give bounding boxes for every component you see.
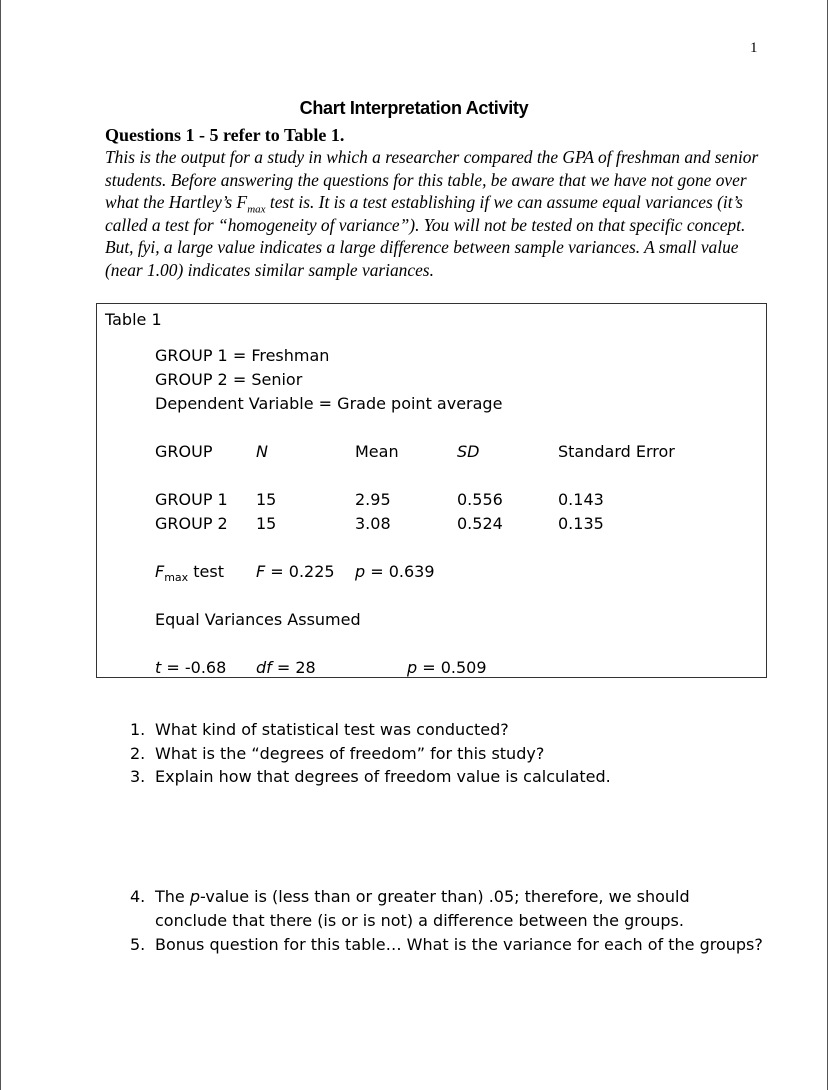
row1-group: GROUP 1 [155,490,228,509]
fmax-p-value [355,562,435,581]
group1-definition: GROUP 1 = Freshman [155,346,330,365]
row2-group: GROUP 2 [155,514,228,533]
questions-heading: Questions 1 - 5 refer to Table 1. [105,125,345,145]
question-2-number: 2. [130,744,146,763]
header-sd: SD [457,442,480,461]
df-value [256,658,316,677]
question-3-text: Explain how that degrees of freedom value is calculated. [155,767,611,786]
row1-mean: 2.95 [355,490,391,509]
fmax-p-val: = 0.639 [365,562,435,581]
ttest-p-val: = 0.509 [417,658,487,677]
intro-paragraph [105,146,765,281]
t-var: t [155,658,162,677]
fmax-test-word: test [188,562,224,581]
dependent-variable-definition: Dependent Variable = Grade point average [155,394,503,413]
question-5-text: Bonus question for this table… What is the variance for each of the groups? [155,935,763,954]
page-title: Chart Interpretation Activity [299,98,529,118]
question-4-line2: conclude that there (is or is not) a difference between the groups. [155,911,684,930]
equal-variances-assumed: Equal Variances Assumed [155,610,361,629]
row2-mean: 3.08 [355,514,391,533]
fmax-f: F [155,562,165,581]
question-4-line1-rest: -value is (less than or greater than) .05; therefore, we should [200,887,690,906]
question-1-text: What kind of statistical test was conducted? [155,720,509,739]
t-value [155,658,226,677]
intro-text-part2: test is. It is a test establishing if we can assume equal variances (it’s called a test for “homogeneity of variance”). You will not be tested on that specific concept. But, fyi, a large value indicates a large difference between sample variances. A small value (near 1.00) indicates similar sample variances. [105,192,746,280]
fmax-f-var: F [256,562,266,581]
t-val: = -0.68 [161,658,227,677]
table-1-box [96,303,767,678]
header-n: N [256,442,268,461]
header-standard-error: Standard Error [558,442,675,461]
row1-se: 0.143 [558,490,604,509]
question-4-pre: The [155,887,190,906]
question-4-line1 [155,887,690,906]
row2-sd: 0.524 [457,514,503,533]
header-group: GROUP [155,442,213,461]
row2-se: 0.135 [558,514,604,533]
row1-sd: 0.556 [457,490,503,509]
group2-definition: GROUP 2 = Senior [155,370,303,389]
question-3-number: 3. [130,767,146,786]
fmax-test-label [155,562,224,585]
question-4-p: p [189,887,200,906]
header-mean: Mean [355,442,399,461]
question-1-number: 1. [130,720,146,739]
intro-text-part1: This is the output for a study in which a researcher compared the GPA of freshman and senior students. Before answering the questions for this table, be aware that we have not gone over what the Hartley’s F [105,147,759,212]
ttest-p-var: p [407,658,418,677]
fmax-p-var: p [355,562,366,581]
fmax-f-value [256,562,335,581]
question-2-text: What is the “degrees of freedom” for this study? [155,744,545,763]
df-val: = 28 [271,658,316,677]
row2-n: 15 [256,514,277,533]
question-4-number: 4. [130,887,146,906]
intro-fmax-subscript: max [247,203,266,216]
table-label: Table 1 [105,310,162,329]
ttest-p-value [407,658,487,677]
df-var: df [256,658,272,677]
fmax-subscript: max [164,571,189,585]
question-5-number: 5. [130,935,146,954]
row1-n: 15 [256,490,277,509]
fmax-f-val: = 0.225 [265,562,335,581]
page-number: 1 [750,40,758,56]
